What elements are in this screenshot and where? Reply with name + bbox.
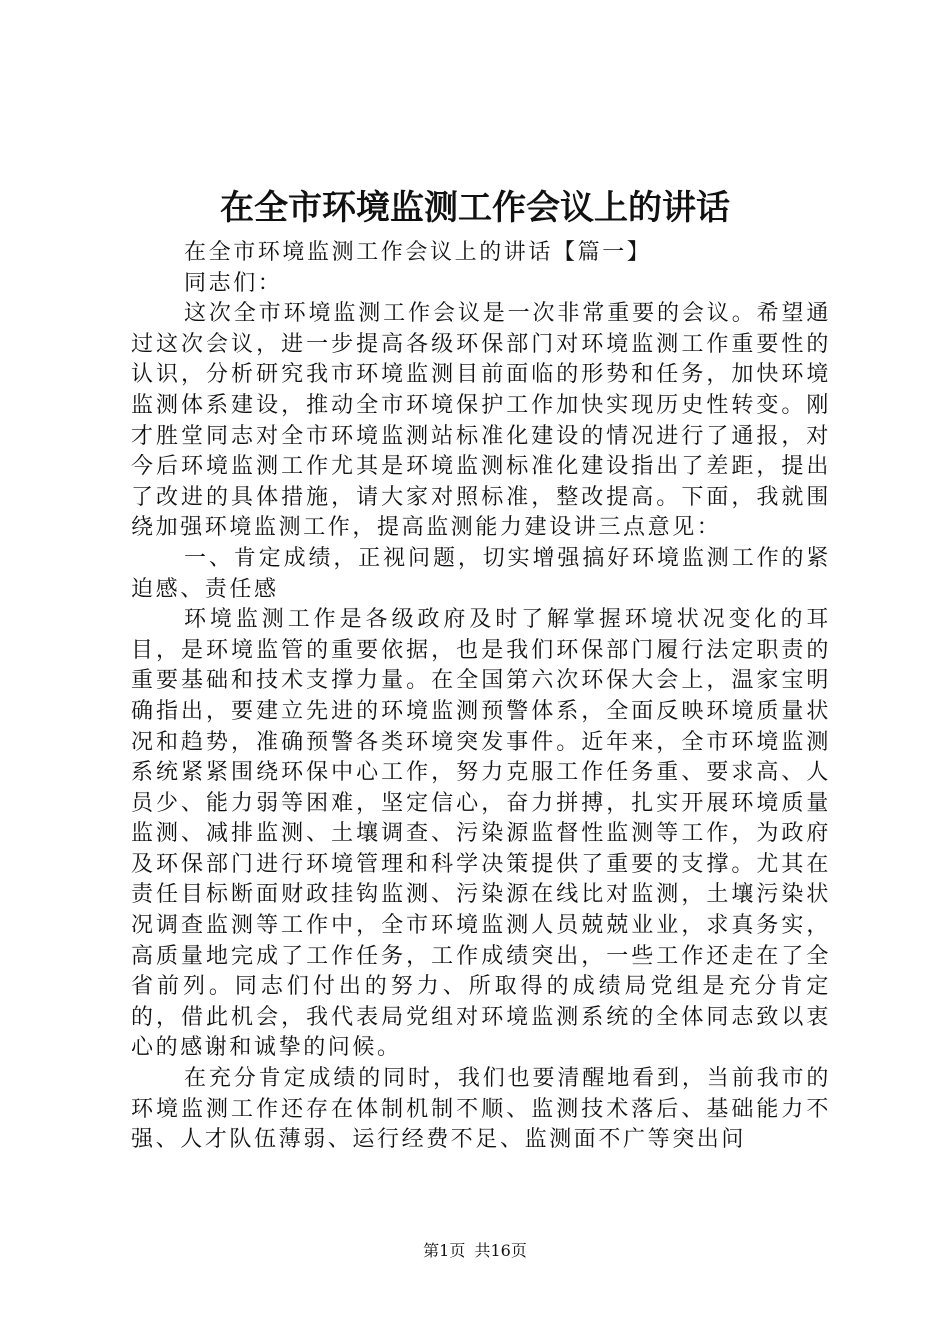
page-total: 共16页: [474, 1241, 527, 1260]
section-heading: 在全市环境监测工作会议上的讲话【篇一】: [184, 240, 652, 265]
paragraph: 环境监测工作是各级政府及时了解掌握环境状况变化的耳目，是环境监管的重要依据，也是我们环保部门履行法定职责的重要基础和技术支撑力量。在全国第六次环保大会上，温家宝明确指出，要建立先进的环境监测预警体系，全面反映环境质量状况和趋势，准确预警各类环境突发事件。近年来，全市环境监测系统紧紧围绕环保中心工作，努力克服工作任务重、要求高、人员少、能力弱等困难，坚定信心，奋力拼搏，扎实开展环境质量监测、减排监测、土壤调查、污染源监督性监测等工作，为政府及环保部门进行环境管理和科学决策提供了重要的支撑。尤其在责任目标断面财政挂钩监测、污染源在线比对监测，土壤污染状况调查监测等工作中，全市环境监测人员兢兢业业，求真务实，高质量地完成了工作任务，工作成绩突出，一些工作还走在了全省前列。同志们付出的努力、所取得的成绩局党组是充分肯定的，借此机会，我代表局党组对环境监测系统的全体同志致以衷心的感谢和诚挚的问候。: [131, 607, 831, 1061]
salutation: 同志们：: [184, 270, 283, 296]
paragraph: 在充分肯定成绩的同时，我们也要清醒地看到，当前我市的环境监测工作还存在体制机制不顺、监测技术落后、基础能力不强、人才队伍薄弱、运行经费不足、监测面不广等突出问: [131, 1066, 831, 1153]
page-number: 第1页: [423, 1241, 466, 1260]
paragraph: 这次全市环境监测工作会议是一次非常重要的会议。希望通过这次会议，进一步提高各级环保部门对环境监测工作重要性的认识，分析研究我市环境监测目前面临的形势和任务，加快环境监测体系建设，推动全市环境保护工作加快实现历史性转变。刚才胜堂同志对全市环境监测站标准化建设的情况进行了通报，对今后环境监测工作尤其是环境监测标准化建设指出了差距，提出了改进的具体措施，请大家对照标准，整改提高。下面，我就围绕加强环境监测工作，提高监测能力建设讲三点意见：: [131, 301, 831, 541]
page-footer: [0, 1240, 950, 1262]
document-title: 在全市环境监测工作会议上的讲话: [220, 188, 730, 228]
document-body: [131, 238, 831, 1156]
subheading: 一、肯定成绩，正视问题，切实增强搞好环境监测工作的紧迫感、责任感: [131, 545, 831, 602]
